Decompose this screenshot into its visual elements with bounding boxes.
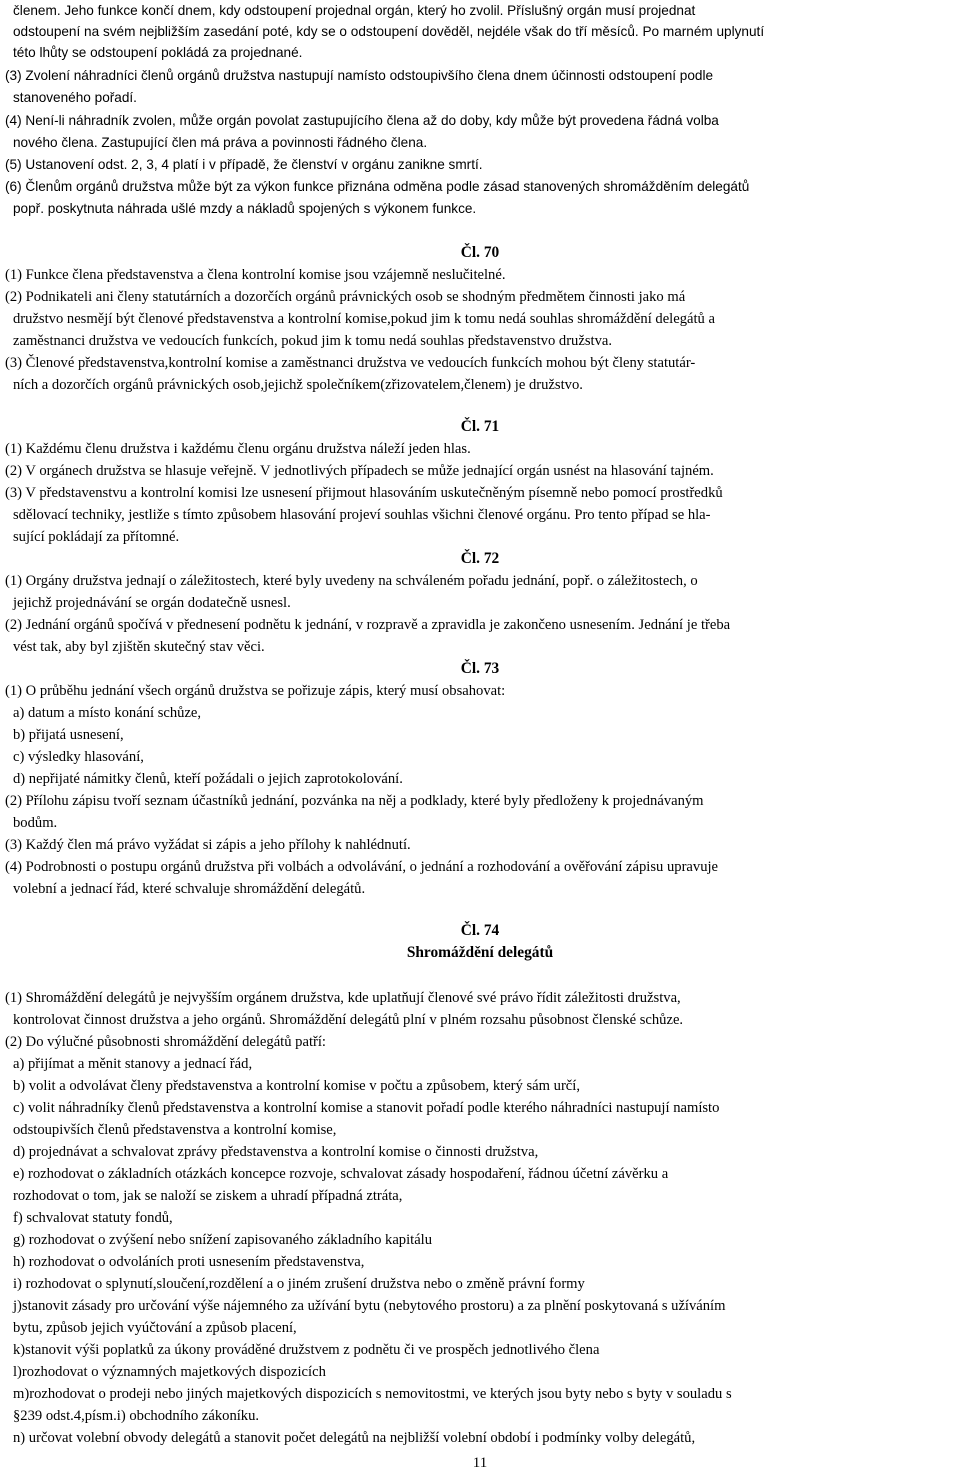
section-heading: Čl. 72 — [460, 550, 500, 567]
text-line: (3) Členové představenstva,kontrolní komise a zaměstnanci družstva ve vedoucích funkcích mohou být členy statutár- — [5, 355, 696, 371]
text-line: (1) O průběhu jednání všech orgánů družstva se pořizuje zápis, který musí obsahovat: — [5, 683, 506, 699]
text-line: bodům. — [13, 815, 58, 831]
text-line: j)stanovit zásady pro určování výše nájemného za užívání bytu (nebytového prostoru) a za plnění poskytovaná s užíváním — [13, 1298, 726, 1314]
text-line: (2) Podnikateli ani členy statutárních a dozorčích orgánů právnických osob se shodným předmětem činnosti jako má — [5, 289, 686, 305]
section-heading: Čl. 73 — [460, 660, 500, 677]
text-line: g) rozhodovat o zvýšení nebo snížení zapisovaného základního kapitálu — [13, 1232, 433, 1248]
text-line: rozhodovat o tom, jak se naloží se ziskem a uhradí případná ztráta, — [13, 1188, 403, 1204]
section-heading: Čl. 74 — [460, 922, 500, 939]
text-line: zaměstnanci družstva ve vedoucích funkcích, pokud jim k tomu nedá souhlas představenstvo družstva. — [13, 333, 612, 349]
text-line: i) rozhodovat o splynutí,sloučení,rozdělení a o jiném zrušení družstva nebo o změně právní formy — [13, 1276, 585, 1292]
text-line: vést tak, aby byl zjištěn skutečný stav věci. — [13, 639, 265, 655]
text-line: (1) Orgány družstva jednají o záležitostech, které byly uvedeny na schváleném pořadu jednání, popř. o záležitostech, o — [5, 573, 698, 589]
text-line: (3) V představenstvu a kontrolní komisi lze usnesení přijmout hlasováním uskutečněným písemně nebo pomocí prostředků — [5, 485, 723, 501]
text-line: (2) Přílohu zápisu tvoří seznam účastníků jednání, pozvánka na něj a podklady, které byly předloženy k projednávaným — [5, 793, 704, 809]
text-line: f) schvalovat statuty fondů, — [13, 1210, 173, 1226]
text-line: sdělovací techniky, jestliže s tímto způsobem hlasování projeví souhlas všichni členové orgánu. Pro tento případ se hla- — [13, 507, 711, 523]
text-line: (5) Ustanovení odst. 2, 3, 4 platí i v případě, že členství v orgánu zanikne smrtí. — [5, 157, 483, 172]
text-line: d) nepřijaté námitky členů, kteří požádali o jejich zaprotokolování. — [13, 771, 403, 787]
text-line: odstoupení na svém nejbližším zasedání poté, kdy se o odstoupení dověděl, nejdéle však do tří měsíců. Po marném uplynutí — [13, 24, 765, 39]
text-line: volební a jednací řád, které schvaluje shromáždění delegátů. — [13, 881, 366, 897]
text-line: jejichž projednávání se orgán dodatečně usnesl. — [13, 595, 291, 611]
section-heading: Čl. 71 — [460, 418, 500, 435]
text-line: odstoupivších členů představenstva a kontrolní komise, — [13, 1122, 337, 1138]
text-line: (4) Není-li náhradník zvolen, může orgán povolat zastupujícího člena až do doby, kdy může být provedena řádná volba — [5, 113, 719, 128]
text-line: družstvo nesmějí být členové představenstva a kontrolní komise,pokud jim k tomu nedá souhlas shromáždění delegátů a — [13, 311, 715, 327]
text-line: popř. poskytnuta náhrada ušlé mzdy a nákladů spojených s výkonem funkce. — [13, 201, 477, 216]
text-line: (2) Jednání orgánů spočívá v přednesení podnětu k jednání, v rozpravě a zpravidla je zakončeno usnesením. Jednání je třeba — [5, 617, 731, 633]
text-line: sující pokládají za přítomné. — [13, 529, 180, 545]
text-line: d) projednávat a schvalovat zprávy představenstva a kontrolní komise o činnosti družstva, — [13, 1144, 539, 1160]
text-line: a) přijímat a měnit stanovy a jednací řád, — [13, 1056, 253, 1072]
section-heading: Čl. 70 — [460, 244, 500, 261]
text-line: (1) Každému členu družstva i každému členu orgánu družstva náleží jeden hlas. — [5, 441, 471, 457]
text-line: b) přijatá usnesení, — [13, 727, 124, 743]
text-line: (3) Zvolení náhradníci členů orgánů družstva nastupují namísto odstoupivšího člena dnem účinnosti odstoupení podle — [5, 68, 714, 83]
text-line: (3) Každý člen má právo vyžádat si zápis a jeho přílohy k nahlédnutí. — [5, 837, 411, 853]
text-line: kontrolovat činnost družstva a jeho orgánů. Shromáždění delegátů plní v plném rozsahu působnost členské schůze. — [13, 1012, 684, 1028]
text-line: členem. Jeho funkce končí dnem, kdy odstoupení projednal orgán, který ho zvolil. Příslušný orgán musí projednat — [13, 3, 696, 18]
text-line: (2) Do výlučné působnosti shromáždění delegátů patří: — [5, 1034, 326, 1050]
text-line: c) výsledky hlasování, — [13, 749, 144, 765]
text-line: l)rozhodovat o významných majetkových dispozicích — [13, 1364, 326, 1380]
text-line: nového člena. Zastupující člen má práva a povinnosti řádného člena. — [13, 135, 428, 150]
text-line: §239 odst.4,písm.i) obchodního zákoníku. — [13, 1408, 260, 1424]
page-number: 11 — [472, 1455, 488, 1471]
text-line: m)rozhodovat o prodeji nebo jiných majetkových dispozicích s nemovitostmi, ve kterých jsou byty nebo s byty v souladu s — [13, 1386, 732, 1402]
text-line: bytu, způsob jejich vyúčtování a způsob placení, — [13, 1320, 297, 1336]
text-line: (1) Shromáždění delegátů je nejvyšším orgánem družstva, kde uplatňují členové své právo řídit záležitosti družstva, — [5, 990, 681, 1006]
text-line: a) datum a místo konání schůze, — [13, 705, 202, 721]
text-line: (2) V orgánech družstva se hlasuje veřejně. V jednotlivých případech se může jednající orgán usnést na hlasování tajném. — [5, 463, 714, 479]
section-heading: Shromáždění delegátů — [406, 944, 554, 961]
text-line: (6) Členům orgánů družstva může být za výkon funkce přiznána odměna podle zásad stanovených shromážděním delegátů — [5, 179, 750, 194]
text-line: stanoveného pořadí. — [13, 90, 137, 105]
text-line: (1) Funkce člena představenstva a člena kontrolní komise jsou vzájemně neslučitelné. — [5, 267, 506, 283]
text-line: ních a dozorčích orgánů právnických osob,jejichž společníkem(zřizovatelem,členem) je družstvo. — [13, 377, 583, 393]
text-line: e) rozhodovat o základních otázkách koncepce rozvoje, schvalovat zásady hospodaření, řádnou účetní závěrku a — [13, 1166, 669, 1182]
text-line: (4) Podrobnosti o postupu orgánů družstva při volbách a odvolávání, o jednání a rozhodování a ověřování zápisu upravuje — [5, 859, 719, 875]
text-line: n) určovat volební obvody delegátů a stanovit počet delegátů na nejbližší volební období i podmínky volby delegátů, — [13, 1430, 696, 1446]
text-line: b) volit a odvolávat členy představenstva a kontrolní komise v počtu a způsobem, který sám určí, — [13, 1078, 580, 1094]
text-line: h) rozhodovat o odvoláních proti usnesením představenstva, — [13, 1254, 365, 1270]
text-line: k)stanovit výši poplatků za úkony prováděné družstvem z podnětu či ve prospěch jednotlivého člena — [13, 1342, 600, 1358]
text-line: c) volit náhradníky členů představenstva a kontrolní komise a stanovit pořadí podle kterého náhradníci nastupují namísto — [13, 1100, 720, 1116]
text-line: této lhůty se odstoupení pokládá za projednané. — [13, 45, 303, 60]
